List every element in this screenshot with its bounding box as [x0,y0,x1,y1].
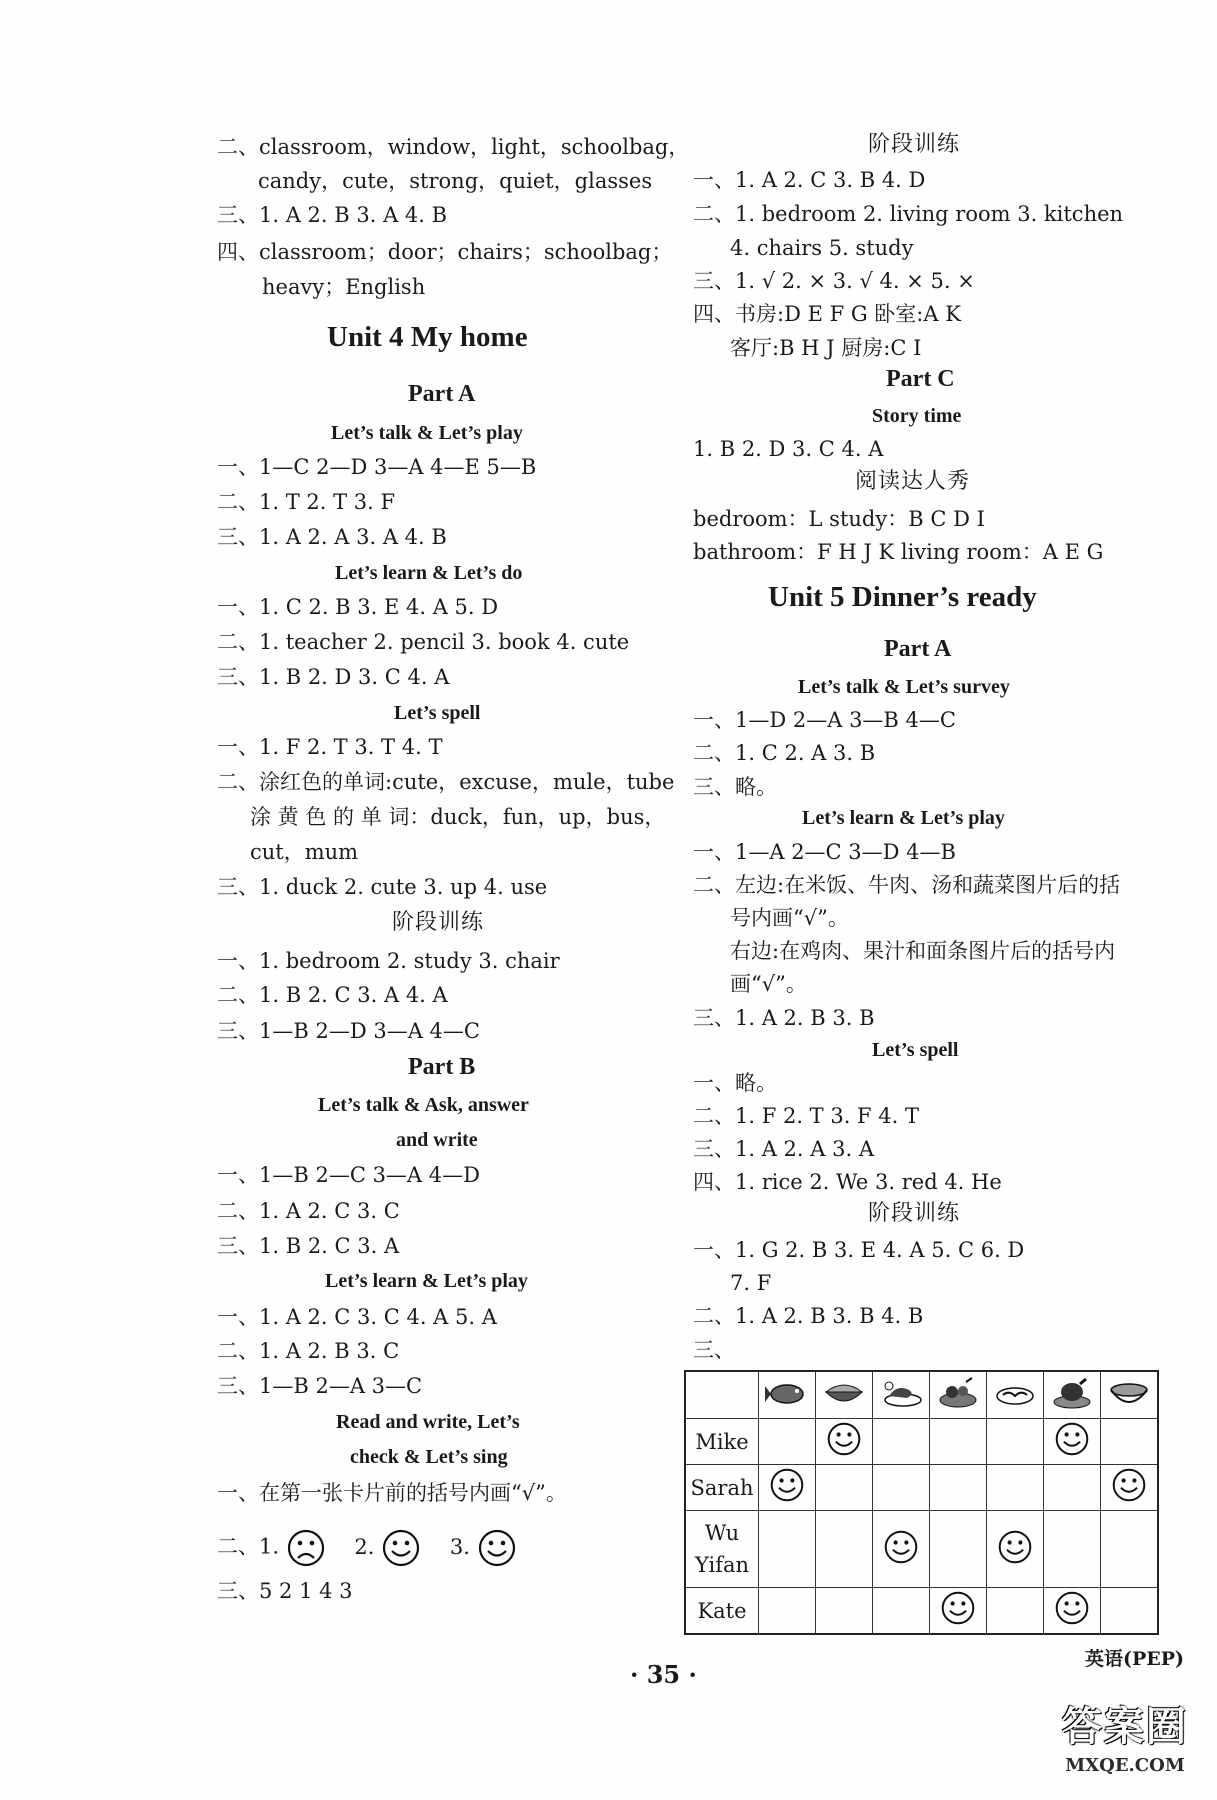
fish-icon [759,1371,816,1419]
section-heading: check & Let’s sing [350,1446,508,1468]
section-heading: Let’s talk & Let’s survey [798,676,1010,698]
answer-line: 一、1. G 2. B 3. E 4. A 5. C 6. D [693,1238,1025,1262]
answer-line: 三、 [693,1338,735,1362]
answer-line: heavy；English [262,275,426,299]
smile-face-icon [1044,1419,1101,1465]
answer-line: 一、1—B 2—C 3—A 4—D [217,1163,480,1187]
section-heading: Let’s learn & Let’s play [802,807,1005,829]
answer-line: 客厅:B H J 厨房:C I [730,336,922,360]
unit-5-title: Unit 5 Dinner’s ready [768,581,1037,613]
answer-line: 三、5 2 1 4 3 [217,1579,353,1603]
answer-line-faces [217,1528,517,1568]
answer-line: 一、1. bedroom 2. study 3. chair [217,949,560,973]
noodles-icon [987,1371,1044,1419]
student-name: Kate [685,1588,759,1635]
answer-line: 四、书房:D E F G 卧室:A K [693,302,961,326]
answer-line: 三、1—B 2—D 3—A 4—C [217,1019,480,1043]
section-heading: Let’s spell [394,702,481,724]
answer-line: 四、classroom；door；chairs；schoolbag； [217,240,673,264]
rice-bowl-icon [816,1371,873,1419]
watermark-url: MXQE.COM [1065,1755,1185,1776]
answer-line: 一、在第一张卡片前的括号内画“√”。 [217,1481,567,1505]
smile-face-icon [816,1419,873,1465]
smile-face-icon [1101,1465,1159,1511]
answer-line: 7. F [730,1271,772,1295]
book-label: 英语(PEP) [1085,1648,1185,1670]
chicken-icon [1044,1371,1101,1419]
part-a-heading: Part A [408,381,476,407]
answer-line: 三、1. A 2. B 3. A 4. B [217,203,448,227]
smile-face-icon [381,1528,421,1568]
part-c-heading: Part C [886,366,955,392]
smile-face-icon [759,1465,816,1511]
answer-line: 画“√”。 [730,972,807,996]
stage-training-heading: 阶段训练 [392,910,485,935]
section-heading: Let’s talk & Let’s play [331,422,523,444]
section-heading: and write [396,1129,478,1151]
part-b-heading: Part B [408,1054,476,1080]
answer-line: 4. chairs 5. study [730,236,914,260]
stage-training-heading: 阶段训练 [868,132,961,157]
answer-line: 二、涂红色的单词:cute，excuse，mule，tube [217,770,675,794]
answer-line: 二、左边:在米饭、牛肉、汤和蔬菜图片后的括 [693,873,1121,897]
food-survey-table [684,1370,1159,1635]
answer-line: 二、1. C 2. A 3. B [693,741,876,765]
answer-line: 一、1. F 2. T 3. T 4. T [217,735,443,759]
answer-line: 二、1. F 2. T 3. F 4. T [693,1104,920,1128]
part-a-heading: Part A [884,636,952,662]
answer-line: 右边:在鸡肉、果汁和面条图片后的括号内 [730,939,1116,963]
answer-line: 三、略。 [693,775,777,799]
table-header-row [685,1371,1158,1419]
answer-line: 三、1—B 2—A 3—C [217,1374,423,1398]
item-label: 2. [354,1534,375,1559]
answer-line: 二、1. A 2. C 3. C [217,1199,400,1223]
smile-face-icon [987,1511,1044,1588]
vegetables-icon [930,1371,987,1419]
answer-line: candy，cute，strong，quiet，glasses [258,169,653,193]
smile-face-icon [1044,1588,1101,1635]
answer-line: 二、1. bedroom 2. living room 3. kitchen [693,202,1124,226]
smile-face-icon [873,1511,930,1588]
section-heading: Let’s learn & Let’s play [325,1270,528,1292]
sad-face-icon [286,1528,326,1568]
answer-line: 一、1—A 2—C 3—D 4—B [693,840,956,864]
beef-icon [873,1371,930,1419]
section-heading: Read and write, Let’s [336,1411,520,1433]
table-corner-cell [685,1371,759,1419]
table-row [685,1511,1158,1588]
answer-line: 三、1. B 2. C 3. A [217,1234,400,1258]
answer-line: 二、1. T 2. T 3. F [217,490,396,514]
smile-face-icon [477,1528,517,1568]
watermark-text: 答案圈 [1062,1703,1188,1750]
answer-line: 二、classroom，window，light，schoolbag， [217,135,690,159]
answer-line: 二、1. A 2. B 3. B 4. B [693,1304,924,1328]
answer-line: 三、1. A 2. A 3. A [693,1137,874,1161]
smile-face-icon [930,1588,987,1635]
stage-training-heading: 阶段训练 [868,1201,961,1226]
answer-line: cut，mum [250,840,359,864]
answer-line: 二、1. B 2. C 3. A 4. A [217,983,448,1007]
watermark-logo [1040,1702,1210,1792]
answer-line: 1. B 2. D 3. C 4. A [693,437,884,461]
section-heading: Let’s spell [872,1039,959,1061]
item-label: 二、1. [217,1534,280,1559]
answer-line: 号内画“√”。 [730,906,849,930]
answer-line: 三、1. A 2. A 3. A 4. B [217,525,447,549]
answer-line: 涂 黄 色 的 单 词：duck，fun，up，bus， [250,805,666,829]
page-number: · 35 · [630,1660,697,1689]
section-heading: Let’s talk & Ask, answer [318,1094,529,1116]
table-row [685,1588,1158,1635]
answer-line: 一、1. A 2. C 3. C 4. A 5. A [217,1305,497,1329]
answer-line: 三、1. duck 2. cute 3. up 4. use [217,875,548,899]
answer-line: bedroom：L study：B C D I [693,507,985,531]
answer-line: 一、略。 [693,1071,777,1095]
student-name: Wu Yifan [685,1511,759,1588]
answer-line: 一、1—D 2—A 3—B 4—C [693,708,956,732]
answer-line: 二、1. teacher 2. pencil 3. book 4. cute [217,630,630,654]
reading-heading: 阅读达人秀 [855,469,971,494]
item-label: 3. [449,1534,470,1559]
answer-line: 三、1. √ 2. × 3. √ 4. × 5. × [693,269,975,293]
unit-4-title: Unit 4 My home [327,321,528,353]
student-name: Mike [685,1419,759,1465]
table-row [685,1465,1158,1511]
section-heading: Let’s learn & Let’s do [335,562,523,584]
section-heading: Story time [872,405,962,427]
answer-line: bathroom：F H J K living room：A E G [693,540,1104,564]
answer-line: 一、1. C 2. B 3. E 4. A 5. D [217,595,499,619]
student-name: Sarah [685,1465,759,1511]
table-row [685,1419,1158,1465]
answer-line: 三、1. B 2. D 3. C 4. A [217,665,450,689]
answer-line: 三、1. A 2. B 3. B [693,1006,875,1030]
answer-line: 二、1. A 2. B 3. C [217,1339,400,1363]
answer-line: 四、1. rice 2. We 3. red 4. He [693,1170,1002,1194]
answer-line: 一、1. A 2. C 3. B 4. D [693,168,926,192]
soup-icon [1101,1371,1159,1419]
answer-line: 一、1—C 2—D 3—A 4—E 5—B [217,455,537,479]
